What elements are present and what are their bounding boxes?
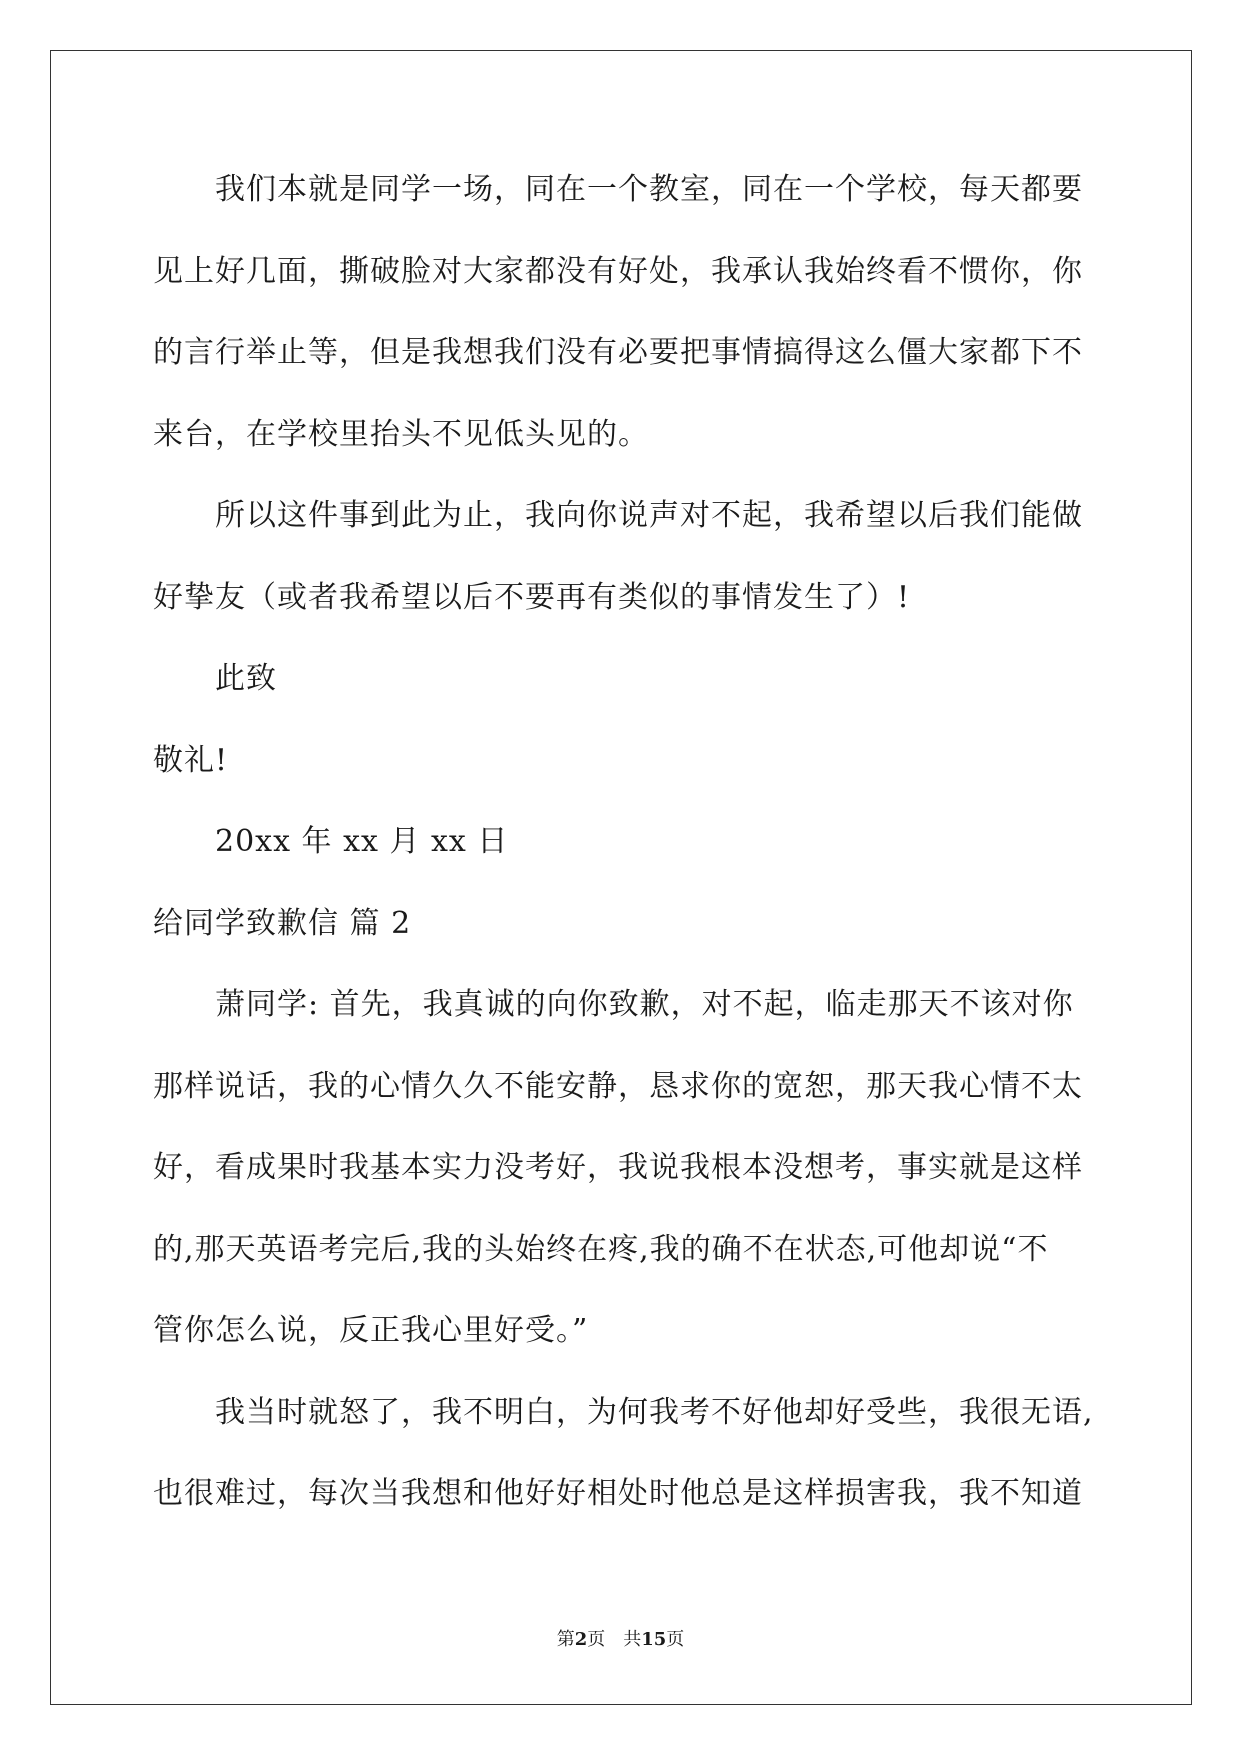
footer-total-prefix: 共	[623, 1629, 642, 1650]
text-line-12: 那样说话，我的心情久久不能安静，恳求你的宽恕，那天我心情不太	[153, 1068, 1083, 1104]
text-line-1: 我们本就是同学一场，同在一个教室，同在一个学校，每天都要	[215, 172, 1083, 207]
text-line-13: 好，看成果时我基本实力没考好，我说我根本没想考，事实就是这样	[153, 1150, 1083, 1185]
text-line-2: 见上好几面，撕破脸对大家都没有好处，我承认我始终看不惯你，你	[153, 253, 1083, 289]
text-line-15: 管你怎么说，反正我心里好受。”	[153, 1313, 589, 1348]
text-line-6: 好挚友（或者我希望以后不要再有类似的事情发生了）!	[153, 579, 911, 615]
closing-regards: 敬礼!	[153, 742, 229, 778]
closing-salutation: 此致	[215, 661, 277, 696]
page-footer	[0, 1625, 1241, 1651]
text-line-16: 我当时就怒了，我不明白，为何我考不好他却好受些，我很无语,	[215, 1394, 1094, 1430]
total-page-number: 15	[641, 1629, 667, 1650]
text-line-17: 也很难过，每次当我想和他好好相处时他总是这样损害我，我不知道	[153, 1476, 1083, 1511]
footer-page-suffix: 页	[587, 1629, 606, 1650]
section-heading: 给同学致歉信 篇 2	[153, 905, 412, 941]
letter-date: 20xx 年 xx 月 xx 日	[215, 824, 509, 859]
text-line-3: 的言行举止等，但是我想我们没有必要把事情搞得这么僵大家都下不	[153, 335, 1083, 370]
current-page-number: 2	[574, 1629, 588, 1650]
text-line-14: 的,那天英语考完后,我的头始终在疼,我的确不在状态,可他却说“不	[153, 1231, 1049, 1267]
footer-prefix: 第	[556, 1629, 575, 1650]
text-line-5: 所以这件事到此为止，我向你说声对不起，我希望以后我们能做	[215, 498, 1083, 533]
text-line-11: 萧同学: 首先，我真诚的向你致歉，对不起，临走那天不该对你	[215, 987, 1074, 1022]
footer-total-suffix: 页	[666, 1629, 685, 1650]
text-line-4: 来台，在学校里抬头不见低头见的。	[153, 416, 649, 452]
document-body	[153, 165, 1093, 1551]
